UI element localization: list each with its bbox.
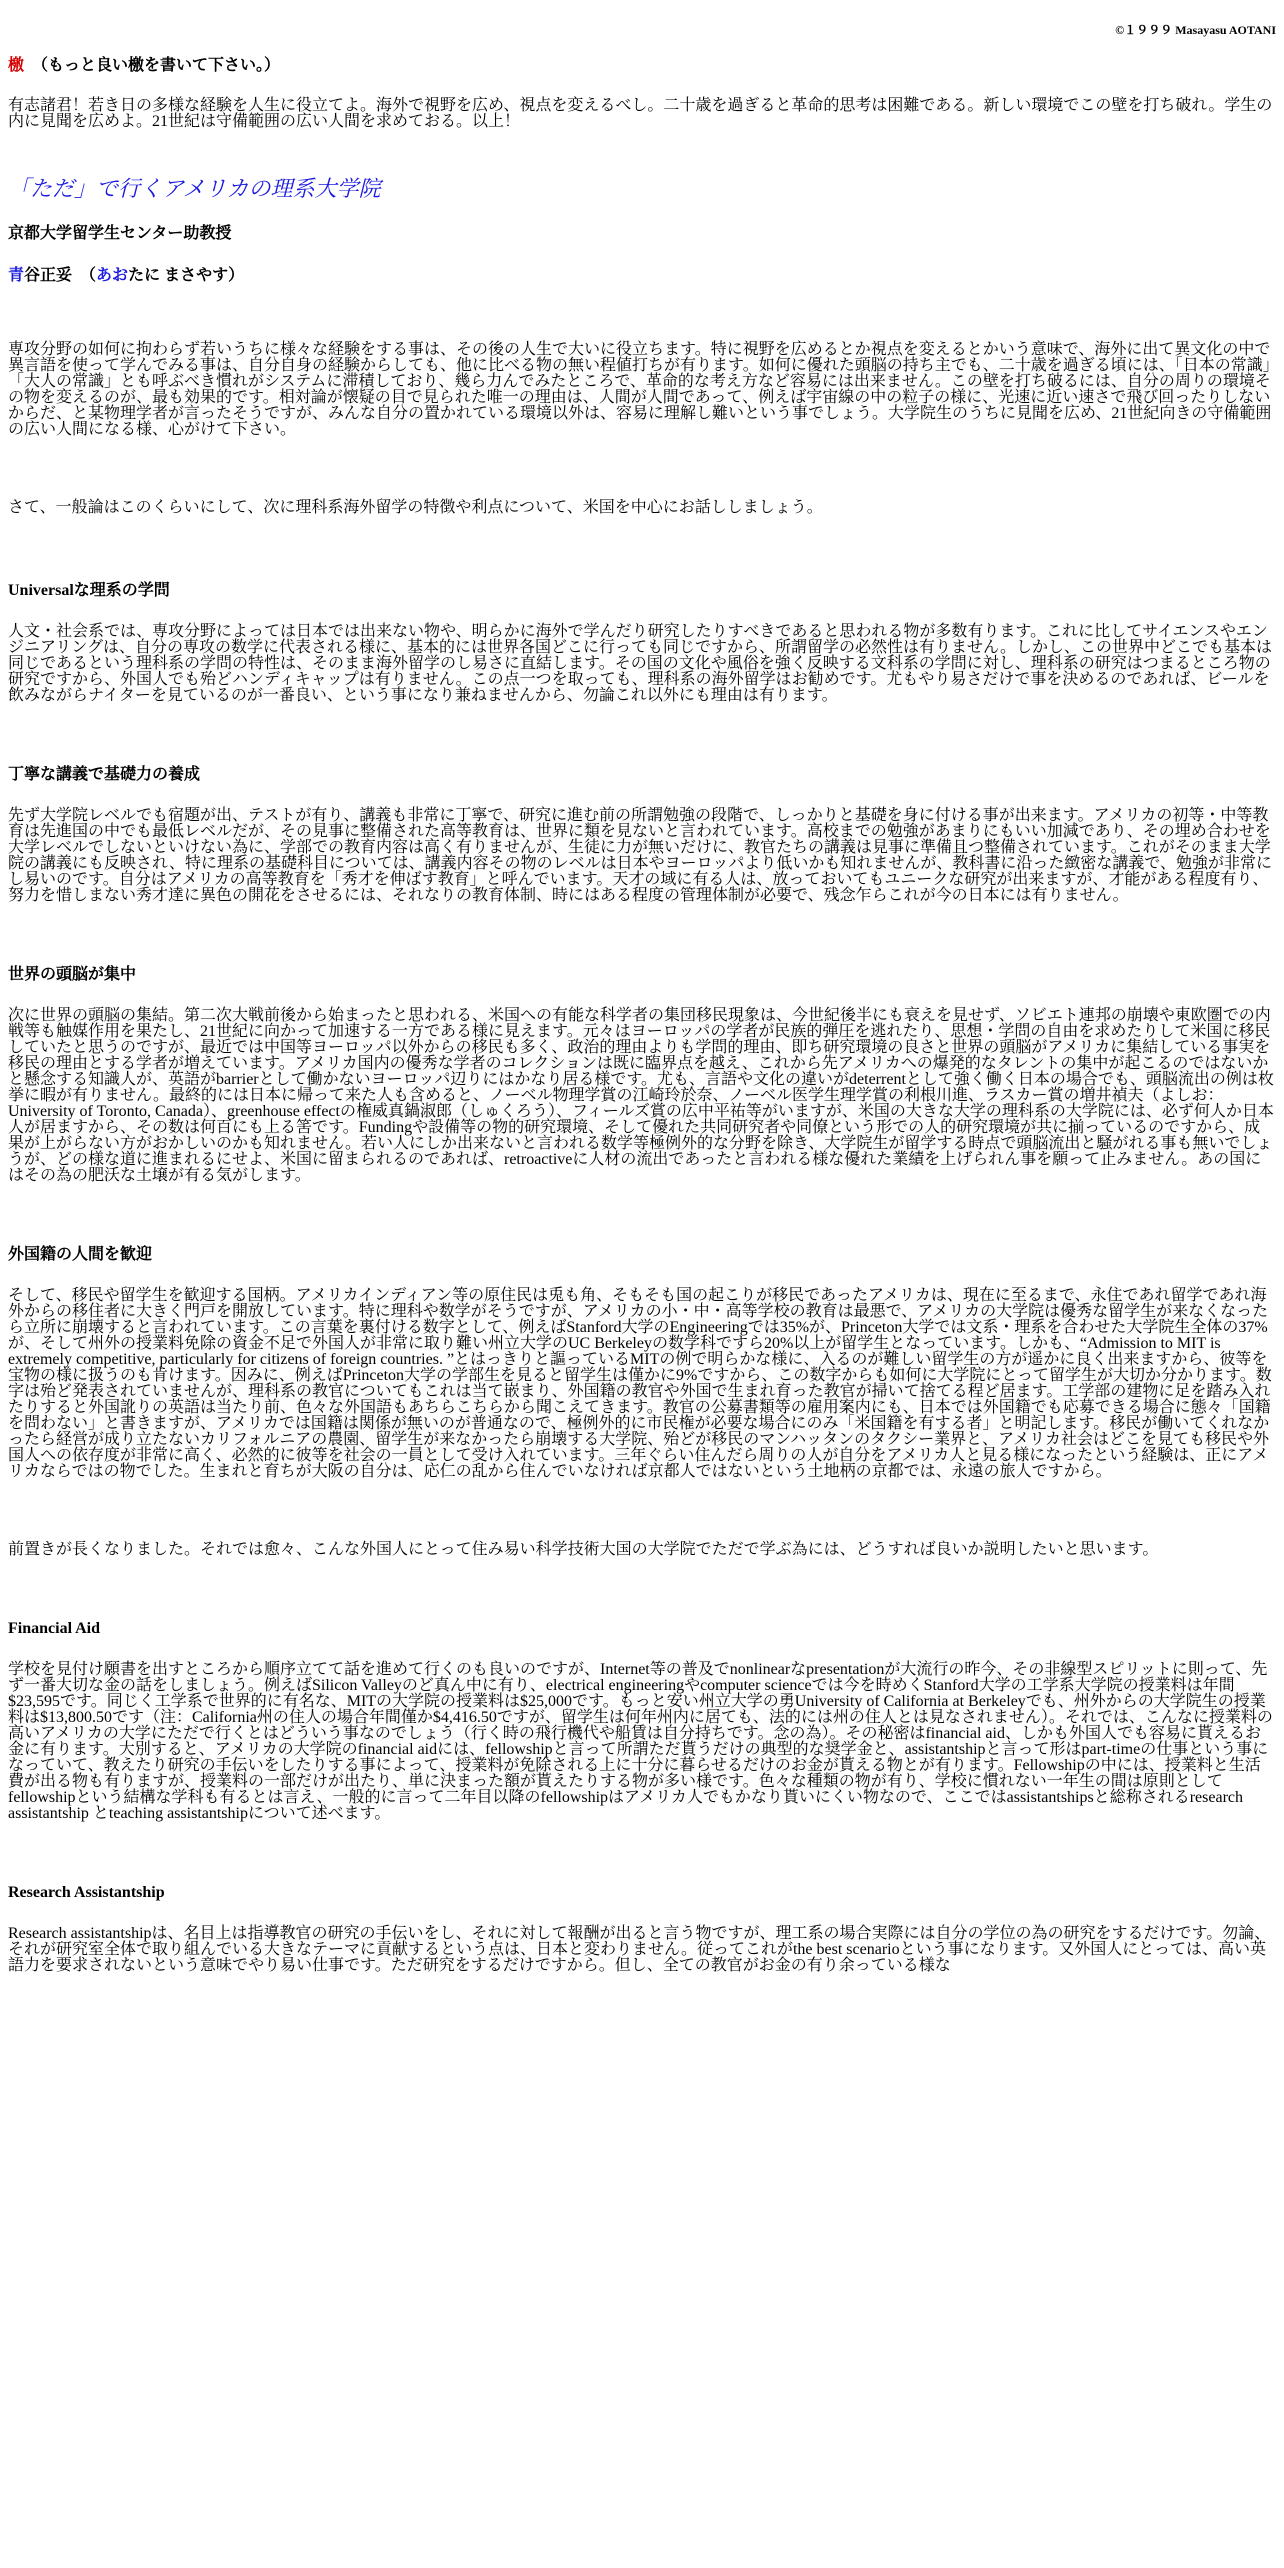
paragraph-transition-us: さて、一般論はこのくらいにして、次に理科系海外留学の特徴や利点について、米国を中心にお話ししましょう。 — [8, 499, 823, 516]
paragraph-intro: 専攻分野の如何に拘わらず若いうちに様々な経験をする事は、その後の人生で大いに役立ちます。特に視野を広めるとか視点を変えるとかいう意味で、海外に出て異文化の中で異言語を使って学んでみる事は、自分自身の経験からしても、他に比べる物の無い程値打ちが有ります。如何に優れた頭脳の持ち主でも、二十歳を過ぎる頃には、「日本の常識」「大人の常識」とも呼ぶべき慣れがシステムに滞積しており、幾ら力んでみたところで、革命的な考え方など容易には出来ません。この壁を打ち破るには、自分の周りの環境その物を変えるのが、最も効果的です。相対論が懐疑の目で見られた唯一の理由は、人間が人間であって、例えば宇宙線の中の粒子の様に、光速に近い速さで飛び回ったりしないからだ、と某物理学者が言ったそうですが、みんな自分の置かれている環境以外は、容易に理解し難いという事でしょう。大学院生のうちに見聞を広め、21世紀向きの守備範囲の広い人間になる様、心がけて下さい。 — [8, 341, 1272, 438]
section-heading-foreigners: 外国籍の人間を歓迎 — [8, 1246, 153, 1263]
author-reading-rest: たに まさやす） — [128, 267, 245, 284]
manifesto-text: 有志諸君！若き日の多様な経験を人生に役立てよ。海外で視野を広め、視点を変えるべし。二十歳を過ぎると革命的思考は困難である。新しい環境でこの壁を打ち破れ。学生の内に見聞を広めよ。21世紀は守備範囲の広い人間を求めておる。以上！ — [8, 97, 1273, 130]
section-body-lectures: 先ず大学院レベルでも宿題が出、テストが有り、講義も非常に丁寧で、研究に進む前の所謂勉強の段階で、しっかりと基礎を身に付ける事が出来ます。アメリカの初等・中等教育は先進国の中でも最低レベルだが、その見事に整備された高等教育は、世界に類を見ないと言われています。高校までの勉強があまりにもいい加減であり、その埋め合わせを大学レベルでしないといけない為に、学部での教育内容は高く有りませんが、生徒に力が無いだけに、教官たちの講義は見事に準備且つ整備されています。これがそのまま大学院の講義にも反映され、特に理系の基礎科目については、講義内容その物のレベルは日本やヨーロッパより低いかも知れませんが、教科書に沿った緻密な講義で、勉強が非常にし易いのです。自分はアメリカの高等教育を「秀才を伸ばす教育」と呼んでいます。天才の域に有る人は、放っておいてもユニークな研究が出来ますが、才能がある程度有り、努力を惜しまない秀才達に異色の開花をさせるには、それなりの教育体制、時にはある程度の管理体制が必要で、残念乍らこれが今の日本には有りません。 — [8, 807, 1273, 904]
manifesto-kanji: 檄 — [8, 57, 25, 74]
section-heading-lectures: 丁寧な講義で基礎力の養成 — [8, 766, 201, 783]
page-title: 「ただ」で行くアメリカの理系大学院 — [8, 176, 381, 201]
manifesto-note: （もっと良い檄を書いて下さい。） — [32, 57, 281, 74]
author-name — [8, 268, 1276, 284]
section-heading-research-assistantship: Research Assistantship — [8, 1884, 165, 1901]
section-body-foreigners: そして、移民や留学生を歓迎する国柄。アメリカインディアン等の原住民は兎も角、そもそも国の起こりが移民であったアメリカは、現在に至るまで、永住であれ留学であれ海外からの移住者に大きく門戸を開放しています。特に理科や数学がそうですが、アメリカの小・中・高等学校の教育は最悪で、アメリカの大学院は優秀な留学生が来なくなったら立所に崩壊すると言われています。この言葉を裏付ける数字として、例えばStanford大学のEngineeringでは35%が、Princeton大学では文系・理系を合わせた大学院生全体の37%が、そして州外の授業料免除の資金不足で外国人が非常に取り難い州立大学のUC Berkeleyの数学科ですら20%以上が留学生となっています。しかも、“Admission to MIT is extremely competitive, particularly for citizens of foreign countries. ”とはっきりと謳っているMITの例で明らかな様に、入るのが難しい留学生の方が遥かに良く出来ますから、彼等を宝物の様に扱うのも肯けます。因みに、例えばPrinceton大学の学部生を見ると留学生は僅かに9%ですから、この数字からも如何に大学院にとって留学生が大切か分かります。数字は殆ど発表されていませんが、理科系の教官についてもこれは当て嵌まり、外国籍の教官や外国で生まれ育った教官が掃いて捨てる程ど居ます。工学部の建物に足を踏み入れたりすると外国訛りの英語は当たり前、色々な外国語もあちらこちらから聞こえてきます。教官の公募書類等の雇用案内にも、日本では外国籍でも応募できる場合に態々「国籍を問わない」と書きますが、アメリカでは国籍は関係が無いのが普通なので、極例外的に市民権が必要な場合にのみ「米国籍を有する者」と明記します。移民が働いてくれなかったら経営が成り立たないカリフォルニアの農園、留学生が来なかったら崩壊する大学院、殆どが移民のマンハッタンのタクシー業界と、アメリカ社会はどこを見ても移民や外国人への依存度が非常に高く、必然的に彼等を社会の一員として受け入れています。三年ぐらい住んだら周りの人が自分をアメリカ人と見る様になったという経験は、正にアメリカならではの物でした。生まれと育ちが大阪の自分は、応仁の乱から住んでいなければ京都人ではないという土地柄の京都では、永遠の旅人ですから。 — [8, 1287, 1272, 1480]
author-reading-open: （ — [80, 267, 97, 284]
section-heading-financial-aid: Financial Aid — [8, 1620, 101, 1637]
section-body-research-assistantship: Research assistantshipは、名目上は指導教官の研究の手伝いをし、それに対して報酬が出ると言う物ですが、理工系の場合実際には自分の学位の為の研究をするだけです。勿論、それが研究室全体で取り組んでいる大きなテーマに貢献するという点は、日本と変わりません。従ってこれがthe best scenarioという事になります。又外国人にとっては、高い英語力を要求されないという意味でやり易い仕事です。ただ研究をするだけですから。但し、全ての教官がお金の有り余っている様な — [8, 1925, 1271, 1974]
manifesto-header — [8, 58, 1276, 78]
section-heading-brains: 世界の頭脳が集中 — [8, 966, 137, 983]
section-heading-universal: Universalな理系の学問 — [8, 582, 170, 599]
author-affiliation: 京都大学留学生センター助教授 — [8, 225, 232, 242]
author-name-rest: 谷正妥 — [24, 267, 73, 284]
section-body-universal: 人文・社会系では、専攻分野によっては日本では出来ない物や、明らかに海外で学んだり研究したりすべきであると思われる物が多数有ります。これに比してサイエンスやエンジニアリングは、自分の専攻の数学に代表される様に、基本的には世界各国どこに行っても同じですから、所謂留学の必然性は有りません。しかし、この世界中どこでも基本は同じであるという理科系の学問の特性は、そのまま海外留学のし易さに直結します。その国の文化や風俗を強く反映する文科系の学問に対し、理科系の研究はつまるところ物の研究ですから、外国人でも殆どハンディキャップは有りません。この点一つを取っても、理科系の海外留学はお勧めです。尤もやり易さだけで事を決めるのであれば、ビールを飲みながらナイターを見ているのが一番良い、という事になり兼ねませんから、勿論これ以外にも理由は有ります。 — [8, 623, 1273, 704]
section-body-financial-aid: 学校を見付け願書を出すところから順序立てて話を進めて行くのも良いのですが、Internet等の普及でnonlinearなpresentationが大流行の昨今、その非線型スピリットに則って、先ず一番大切な金の話をしましょう。例えばSilicon Valleyのど真ん中に有り、electrical engineeringやcomputer scienceでは今を時めくStanford大学の工学系大学院の授業料は年間$23,595です。同じく工学系で世界的に有名な、MITの大学院の授業料は$25,000です。もっと安い州立大学の勇University of California at Berkeleyでも、州外からの大学院生の授業料は$13,800.50です（注：California州の住人の場合年間僅か$4,416.50ですが、留学生は何年州内に居ても、法的には州の住人とは見なされません）。それでは、こんなに授業料の高いアメリカの大学にただで行くとはどういう事なのでしょう（行く時の飛行機代や船賃は自分持ちです。念の為）。その秘密はfinancial aid、しかも外国人でも容易に貰えるお金に有ります。大別すると、アメリカの大学院のfinancial aidには、fellowshipと言って所謂ただ貰うだけの典型的な奨学金と、assistantshipと言って形はpart-timeの仕事という事になっていて、教えたり研究の手伝いをしたりする事によって、授業料が免除される上に十分に暮らせるだけのお金が貰える物とが有ります。Fellowshipの中には、授業料と生活費が出る物も有りますが、授業料の一部だけが出たり、単に決まった額が貰えたりする物が多い様です。色々な種類の物が有り、学校に慣れない一年生の間は原則としてfellowshipという結構な学科も有るとは言え、一般的に言って二年目以降のfellowshipはアメリカ人でもかなり貰いにくい物なので、ここではassistantshipsと総称されるresearch assistantship とteaching assistantshipについて述べます。 — [8, 1661, 1273, 1822]
paragraph-transition-free: 前置きが長くなりました。それでは愈々、こんな外国人にとって住み易い科学技術大国の大学院でただで学ぶ為には、どうすれば良いか説明したいと思います。 — [8, 1541, 1159, 1558]
author-reading-highlight: あお — [96, 267, 129, 284]
author-name-first-char: 青 — [8, 267, 25, 284]
copyright-notice: ©１９９９ Masayasu AOTANI — [1115, 23, 1276, 37]
section-body-brains: 次に世界の頭脳の集結。第二次大戦前後から始まったと思われる、米国への有能な科学者の集団移民現象は、今世紀後半にも衰えを見せず、ソビエト連邦の崩壊や東欧圏での内戦等も触媒作用を果たし、21世紀に向かって加速する一方である様に見えます。元々はヨーロッパの学者が民族的弾圧を逃れたり、思想・学問の自由を求めたりして米国に移民していたと思うのですが、最近では中国等ヨーロッパ以外からの移民も多く、政治的理由よりも学問的理由、即ち研究環境の良さと世界の頭脳がアメリカに集結している事実を移民の理由とする学者が増えています。アメリカ国内の優秀な学者のコレクションは既に臨界点を越え、これから先アメリカへの爆発的なタレントの集中が起こるのではないかと懸念する知識人が、英語がbarrierとして働かないヨーロッパ辺りにはかなり居る様です。尤も、言語や文化の違いがdeterrentとして強く働く日本の場合でも、頭脳流出の例は枚挙に暇が有りません。最終的には日本に帰って来た人も含めると、ノーベル物理学賞の江崎玲於奈、ノーベル医学生理学賞の利根川進、ラスカー賞の増井禎夫（よしお：University of Toronto, Canada）、greenhouse effectの権威真鍋淑郎（しゅくろう）、フィールズ賞の広中平祐等がいますが、米国の大きな大学の理科系の大学院には、必ず何人か日本人が居ますから、その数は何百にも上る筈です。Fundingや設備等の物的研究環境、そして優れた共同研究者や同僚という形での人的研究環境が共に揃っているのですから、成果が上がらない方がおかしいのかも知れません。若い人にしか出来ないと言われる数学等極例外的な分野を除き、大学院生が留学する時点で頭脳流出と騒がれる事も無いでしょうが、どの様な道に進まれるにせよ、米国に留まられるのであれば、retroactiveに人材の流出であったと言われる様な優れた業績を上げられん事を願って止みません。あの国にはその為の肥沃な土壌が有る気がします。 — [8, 1007, 1274, 1184]
